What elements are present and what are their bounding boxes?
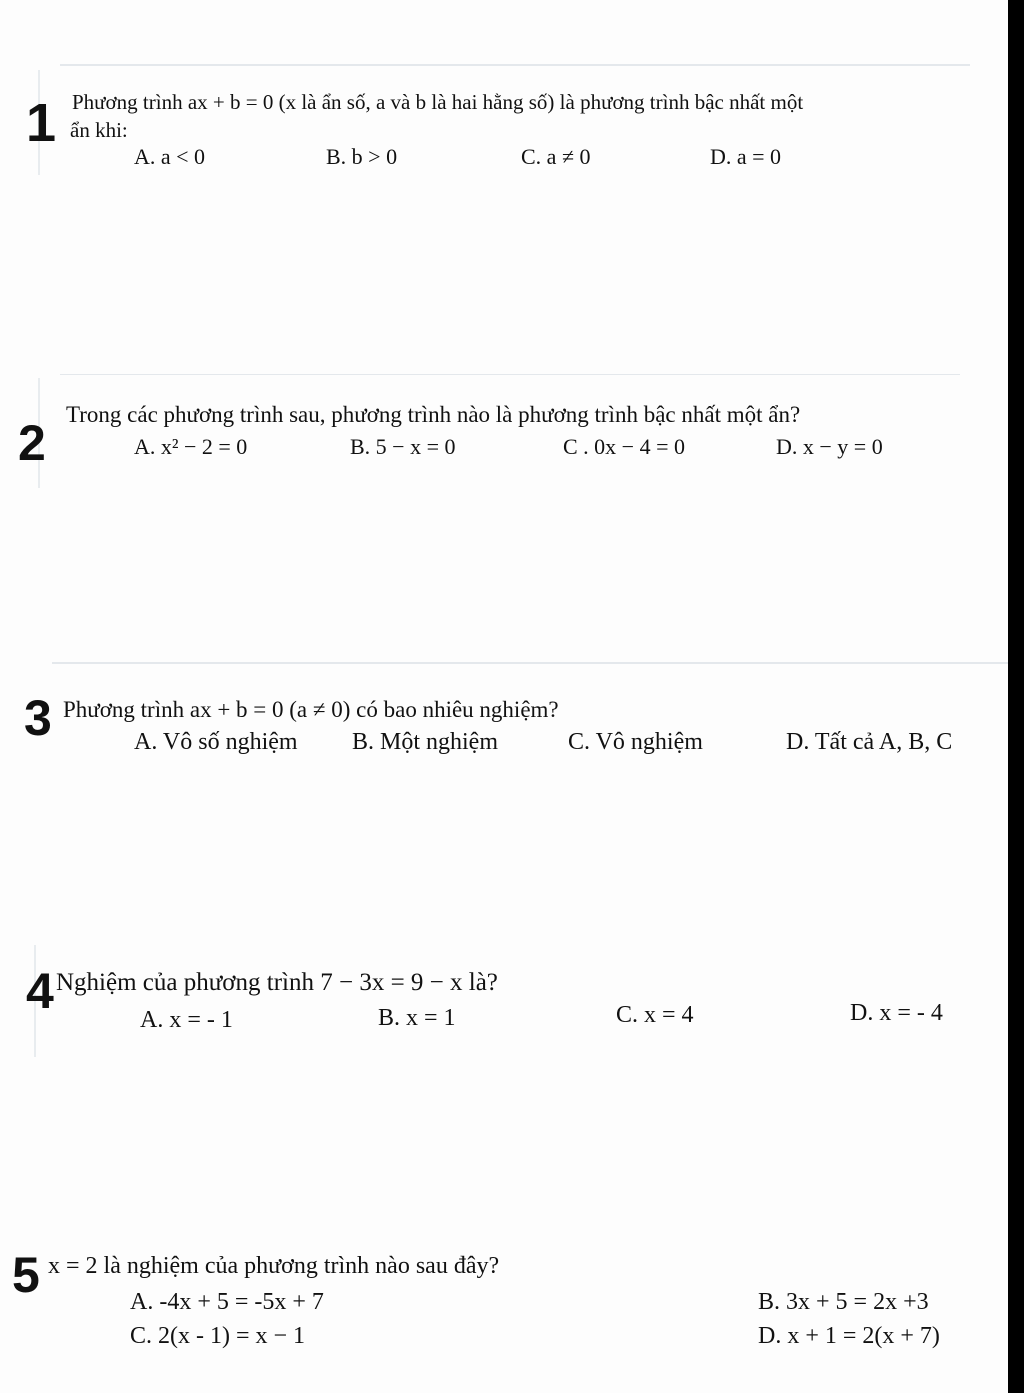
option-a: A. -4x + 5 = -5x + 7 bbox=[130, 1289, 324, 1315]
question-stem-line-1: Phương trình ax + b = 0 (x là ẩn số, a và b là hai hằng số) là phương trình bậc nhất một bbox=[72, 90, 804, 114]
option-c: C . 0x − 4 = 0 bbox=[563, 434, 685, 459]
question-stem: Phương trình ax + b = 0 (a ≠ 0) có bao nhiêu nghiệm? bbox=[63, 697, 559, 722]
question-number: 2 bbox=[18, 415, 46, 471]
question-number: 1 bbox=[26, 93, 57, 153]
option-a: A. x² − 2 = 0 bbox=[134, 434, 248, 459]
option-b: B. b > 0 bbox=[326, 144, 398, 169]
question-stem-line-2: ẩn khi: bbox=[70, 118, 128, 142]
option-d: D. x = - 4 bbox=[850, 1000, 943, 1026]
option-b: B. Một nghiệm bbox=[352, 729, 499, 755]
option-b: B. x = 1 bbox=[378, 1005, 456, 1031]
question-stem: Trong các phương trình sau, phương trình nào là phương trình bậc nhất một ẩn? bbox=[66, 402, 801, 427]
option-c: C. 2(x - 1) = x − 1 bbox=[130, 1323, 306, 1349]
divider-line bbox=[60, 374, 960, 375]
option-a: A. Vô số nghiệm bbox=[134, 729, 298, 755]
question-stem: Nghiệm của phương trình 7 − 3x = 9 − x là? bbox=[56, 969, 498, 996]
option-d: D. x − y = 0 bbox=[776, 434, 883, 459]
option-d: D. Tất cả A, B, C bbox=[786, 729, 953, 755]
option-d: D. a = 0 bbox=[710, 144, 782, 169]
option-c: C. x = 4 bbox=[616, 1002, 694, 1028]
divider-line bbox=[60, 64, 970, 66]
option-c: C. a ≠ 0 bbox=[521, 144, 591, 169]
option-b: B. 5 − x = 0 bbox=[350, 434, 456, 459]
question-stem: x = 2 là nghiệm của phương trình nào sau đây? bbox=[48, 1253, 500, 1279]
option-c: C. Vô nghiệm bbox=[568, 729, 703, 755]
question-number: 3 bbox=[24, 690, 52, 746]
divider-line bbox=[52, 662, 1008, 664]
option-b: B. 3x + 5 = 2x +3 bbox=[758, 1289, 929, 1315]
option-a: A. x = - 1 bbox=[140, 1007, 233, 1033]
question-number: 4 bbox=[26, 963, 54, 1019]
option-d: D. x + 1 = 2(x + 7) bbox=[758, 1323, 940, 1349]
option-a: A. a < 0 bbox=[134, 144, 206, 169]
question-number: 5 bbox=[12, 1247, 40, 1303]
